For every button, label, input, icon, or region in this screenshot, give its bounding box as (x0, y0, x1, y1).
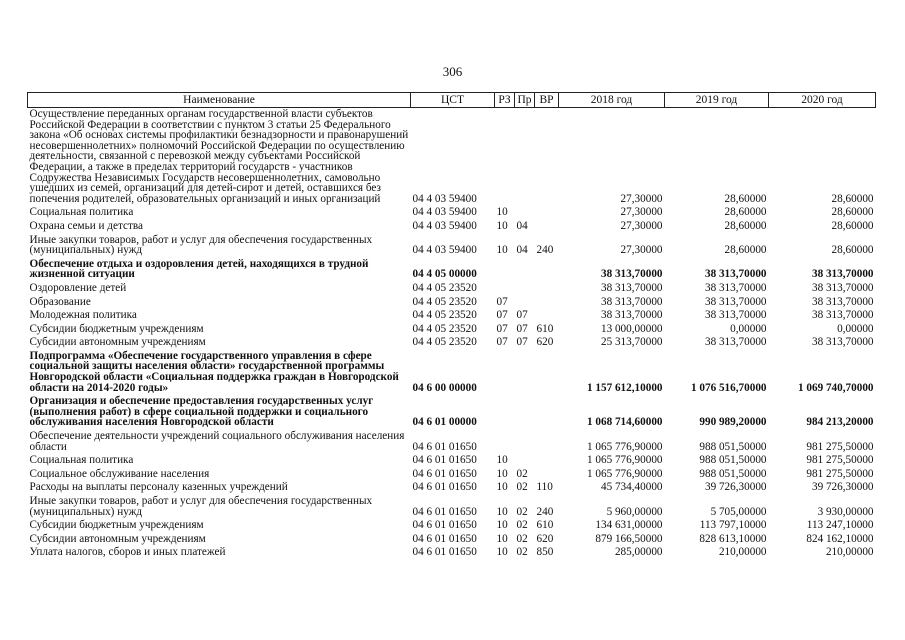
cell-cst: 04 4 05 23520 (412, 336, 477, 349)
cell-2020: 38 313,70000 (811, 309, 874, 322)
cell-cst: 04 6 01 01650 (412, 481, 477, 494)
cell-2018: 13 000,00000 (600, 322, 663, 335)
cell-2018: 1 068 714,60000 (586, 416, 663, 429)
cell-2020: 981 275,50000 (806, 454, 874, 467)
cell-2018: 134 631,00000 (595, 519, 663, 532)
table-row (28, 234, 876, 258)
cell-rz: 10 (496, 481, 508, 494)
cell-name: Субсидии автономным учреждениям (29, 532, 206, 545)
cell-rz (495, 282, 515, 296)
table-row (28, 220, 876, 234)
cell-2018: 38 313,70000 (600, 309, 663, 322)
cell-2019: 38 313,70000 (704, 268, 767, 281)
cell-2020: 981 275,50000 (806, 467, 874, 480)
table-row (28, 108, 876, 207)
cell-2018: 1 157 612,10000 (586, 381, 663, 394)
header-pr: Пр (515, 93, 535, 108)
cell-pr: 07 (516, 336, 528, 349)
cell-pr: 02 (516, 519, 528, 532)
cell-2018: 27,30000 (620, 206, 663, 219)
cell-2019: 38 313,70000 (704, 281, 767, 294)
cell-2018: 25 313,70000 (600, 336, 663, 349)
cell-pr (515, 296, 535, 310)
header-2020: 2020 год (769, 93, 876, 108)
table-body (28, 108, 876, 560)
table-row (28, 323, 876, 337)
cell-cst: 04 4 03 59400 (412, 219, 477, 232)
cell-cst: 04 6 01 01650 (412, 454, 477, 467)
cell-name: Иные закупки товаров, работ и услуг для обеспечения государственных (муниципальных) нужд (29, 495, 373, 518)
cell-vr (535, 395, 559, 430)
header-rz: РЗ (495, 93, 515, 108)
cell-cst: 04 6 01 01650 (412, 467, 477, 480)
cell-2018: 1 065 776,90000 (586, 454, 663, 467)
cell-name: Осуществление переданных органам государственной власти субъектов Российской Федерации в соответствии с пунктом 3 статьи 25 Федерального закона «Об основах системы профилактики безнадзорности и правонарушений несовершеннолетних» полномочий Российской Федерации по осуществлению деятельности, связанной с перевозкой между субъектами Российской Федерации, а также в пределах территорий государств - участников Содружества Независимых Государств несовершеннолетних, самовольно ушедших из семей, организаций для детей-сирот и детей, оставшихся без попечения родителей, образовательных организаций и иных организаций (29, 108, 409, 205)
cell-pr: 04 (516, 244, 528, 257)
cell-pr (515, 430, 535, 454)
cell-2019: 28,60000 (724, 192, 767, 205)
cell-cst: 04 4 03 59400 (412, 244, 477, 257)
cell-name: Оздоровление детей (29, 281, 127, 294)
cell-cst: 04 6 01 01650 (412, 519, 477, 532)
table-row (28, 481, 876, 495)
cell-2019: 988 051,50000 (699, 440, 767, 453)
cell-name: Иные закупки товаров, работ и услуг для обеспечения государственных (муниципальных) нужд (29, 233, 373, 257)
cell-rz: 10 (496, 546, 508, 559)
cell-2018: 1 065 776,90000 (586, 467, 663, 480)
cell-pr: 02 (516, 505, 528, 518)
cell-2019: 38 313,70000 (704, 336, 767, 349)
table-row (28, 258, 876, 282)
cell-name: Организация и обеспечение предоставления государственных услуг (выполнения работ) в сфере социальной поддержки и социального обслуживания населения Новгородской области (29, 395, 374, 429)
cell-name: Субсидии бюджетным учреждениям (29, 322, 204, 335)
table-row (28, 296, 876, 310)
header-name: Наименование (28, 93, 411, 108)
cell-2020: 28,60000 (831, 206, 874, 219)
cell-pr: 07 (516, 322, 528, 335)
cell-cst: 04 4 05 23520 (412, 322, 477, 335)
cell-rz (495, 108, 515, 207)
cell-rz: 07 (496, 309, 508, 322)
table-row (28, 350, 876, 395)
cell-vr: 620 (536, 336, 554, 349)
header-2018: 2018 год (559, 93, 665, 108)
cell-2019: 5 705,00000 (710, 505, 767, 518)
cell-rz: 07 (496, 336, 508, 349)
cell-pr (515, 350, 535, 395)
cell-vr (535, 108, 559, 207)
cell-cst: 04 4 03 59400 (412, 192, 477, 205)
cell-name: Обеспечение деятельности учреждений социального обслуживания населения области (29, 430, 405, 453)
cell-rz: 10 (496, 505, 508, 518)
table-row (28, 395, 876, 430)
cell-pr (515, 454, 535, 468)
cell-name: Социальная политика (29, 206, 134, 219)
cell-2019: 988 051,50000 (699, 454, 767, 467)
cell-vr (535, 258, 559, 282)
table-row (28, 495, 876, 519)
cell-pr: 02 (516, 546, 528, 559)
cell-vr: 620 (536, 532, 554, 545)
cell-rz: 07 (496, 295, 508, 308)
cell-cst: 04 4 05 23520 (412, 281, 477, 294)
cell-2019: 113 797,10000 (699, 519, 767, 532)
cell-2018: 45 734,40000 (600, 481, 663, 494)
cell-2019: 38 313,70000 (704, 295, 767, 308)
cell-2018: 27,30000 (620, 192, 663, 205)
cell-name: Обеспечение отдыха и оздоровления детей, находящихся в трудной жизненной ситуации (29, 257, 369, 281)
budget-table (27, 92, 876, 560)
table-row (28, 519, 876, 533)
cell-vr: 240 (536, 244, 554, 257)
cell-rz: 07 (496, 322, 508, 335)
cell-vr (535, 350, 559, 395)
cell-vr (535, 309, 559, 323)
table-row (28, 430, 876, 454)
cell-pr: 02 (516, 532, 528, 545)
header-2019: 2019 год (665, 93, 769, 108)
cell-cst: 04 4 05 00000 (412, 268, 477, 281)
cell-2020: 1 069 740,70000 (797, 381, 874, 394)
cell-name: Социальное обслуживание населения (29, 467, 210, 480)
cell-2020: 38 313,70000 (811, 281, 874, 294)
cell-2019: 990 989,20000 (699, 416, 767, 429)
cell-2020: 28,60000 (831, 192, 874, 205)
cell-cst: 04 4 05 23520 (412, 309, 477, 322)
cell-pr: 07 (516, 309, 528, 322)
cell-cst: 04 4 03 59400 (412, 206, 477, 219)
cell-cst: 04 6 00 00000 (412, 381, 477, 394)
cell-2020: 38 313,70000 (811, 268, 874, 281)
cell-2020: 981 275,50000 (806, 440, 874, 453)
cell-pr (515, 108, 535, 207)
cell-2019: 28,60000 (724, 219, 767, 232)
cell-rz: 10 (496, 519, 508, 532)
cell-rz: 10 (496, 454, 508, 467)
cell-name: Социальная политика (29, 454, 134, 467)
cell-name: Расходы на выплаты персоналу казенных учреждений (29, 481, 288, 494)
table-row (28, 206, 876, 220)
cell-rz (495, 258, 515, 282)
cell-name: Субсидии автономным учреждениям (29, 336, 206, 349)
cell-rz: 10 (496, 467, 508, 480)
cell-2018: 38 313,70000 (600, 281, 663, 294)
cell-rz (495, 350, 515, 395)
cell-rz (495, 430, 515, 454)
cell-2020: 984 213,20000 (806, 416, 874, 429)
cell-pr (515, 206, 535, 220)
cell-2018: 5 960,00000 (606, 505, 663, 518)
cell-rz: 10 (496, 244, 508, 257)
cell-pr: 02 (516, 467, 528, 480)
cell-name: Уплата налогов, сборов и иных платежей (29, 546, 226, 559)
cell-pr (515, 258, 535, 282)
cell-pr (515, 395, 535, 430)
cell-name: Образование (29, 295, 91, 308)
cell-2018: 1 065 776,90000 (586, 440, 663, 453)
header-cst: ЦСТ (411, 93, 495, 108)
cell-vr (535, 220, 559, 234)
table-row (28, 454, 876, 468)
cell-vr (535, 282, 559, 296)
cell-rz: 10 (496, 532, 508, 545)
page-number: 306 (442, 64, 463, 79)
table-row (28, 336, 876, 350)
cell-2020: 824 162,10000 (806, 532, 874, 545)
cell-2020: 3 930,00000 (817, 505, 874, 518)
header-vr: ВР (535, 93, 559, 108)
cell-2020: 210,00000 (825, 546, 874, 559)
cell-vr: 240 (536, 505, 554, 518)
table-header-row (28, 93, 876, 108)
cell-2018: 879 166,50000 (595, 532, 663, 545)
cell-2018: 27,30000 (620, 219, 663, 232)
cell-2019: 1 076 516,70000 (690, 381, 767, 394)
cell-vr (535, 296, 559, 310)
cell-2019: 28,60000 (724, 206, 767, 219)
cell-pr: 04 (516, 219, 528, 232)
cell-2018: 38 313,70000 (600, 268, 663, 281)
cell-rz: 10 (496, 219, 508, 232)
cell-cst: 04 6 01 01650 (412, 532, 477, 545)
cell-2020: 38 313,70000 (811, 336, 874, 349)
cell-2019: 38 313,70000 (704, 309, 767, 322)
cell-cst: 04 4 05 23520 (412, 295, 477, 308)
cell-vr: 850 (536, 546, 554, 559)
cell-2019: 39 726,30000 (704, 481, 767, 494)
cell-2020: 39 726,30000 (811, 481, 874, 494)
cell-2020: 0,00000 (837, 322, 874, 335)
table-row (28, 533, 876, 547)
table-row (28, 468, 876, 482)
cell-2019: 988 051,50000 (699, 467, 767, 480)
cell-name: Молодежная политика (29, 309, 137, 322)
cell-name: Подпрограмма «Обеспечение государственного управления в сфере социальной защиты населения области» государственной программы Новгородской области «Социальная поддержка граждан в Новгородской области на 2014-2020 годы» (29, 349, 399, 394)
cell-2020: 38 313,70000 (811, 295, 874, 308)
cell-vr (535, 468, 559, 482)
cell-vr: 110 (536, 481, 553, 494)
cell-2019: 28,60000 (724, 244, 767, 257)
cell-2019: 0,00000 (730, 322, 767, 335)
cell-cst: 04 6 01 01650 (412, 546, 477, 559)
cell-vr (535, 206, 559, 220)
table-row (28, 546, 876, 560)
cell-2020: 28,60000 (831, 219, 874, 232)
cell-2020: 28,60000 (831, 244, 874, 257)
cell-pr (515, 282, 535, 296)
cell-2020: 113 247,10000 (806, 519, 874, 532)
cell-2018: 27,30000 (620, 244, 663, 257)
cell-name: Охрана семьи и детства (29, 219, 143, 232)
cell-rz (495, 395, 515, 430)
table-row (28, 309, 876, 323)
cell-name: Субсидии бюджетным учреждениям (29, 519, 204, 532)
cell-vr: 610 (536, 519, 554, 532)
cell-vr (535, 430, 559, 454)
cell-2019: 210,00000 (718, 546, 767, 559)
cell-cst: 04 6 01 00000 (412, 416, 477, 429)
cell-cst: 04 6 01 01650 (412, 505, 477, 518)
cell-pr: 02 (516, 481, 528, 494)
cell-2018: 38 313,70000 (600, 295, 663, 308)
cell-rz: 10 (496, 206, 508, 219)
cell-cst: 04 6 01 01650 (412, 440, 477, 453)
table-row (28, 282, 876, 296)
cell-2018: 285,00000 (614, 546, 663, 559)
cell-2019: 828 613,10000 (699, 532, 767, 545)
cell-vr (535, 454, 559, 468)
cell-vr: 610 (536, 322, 554, 335)
